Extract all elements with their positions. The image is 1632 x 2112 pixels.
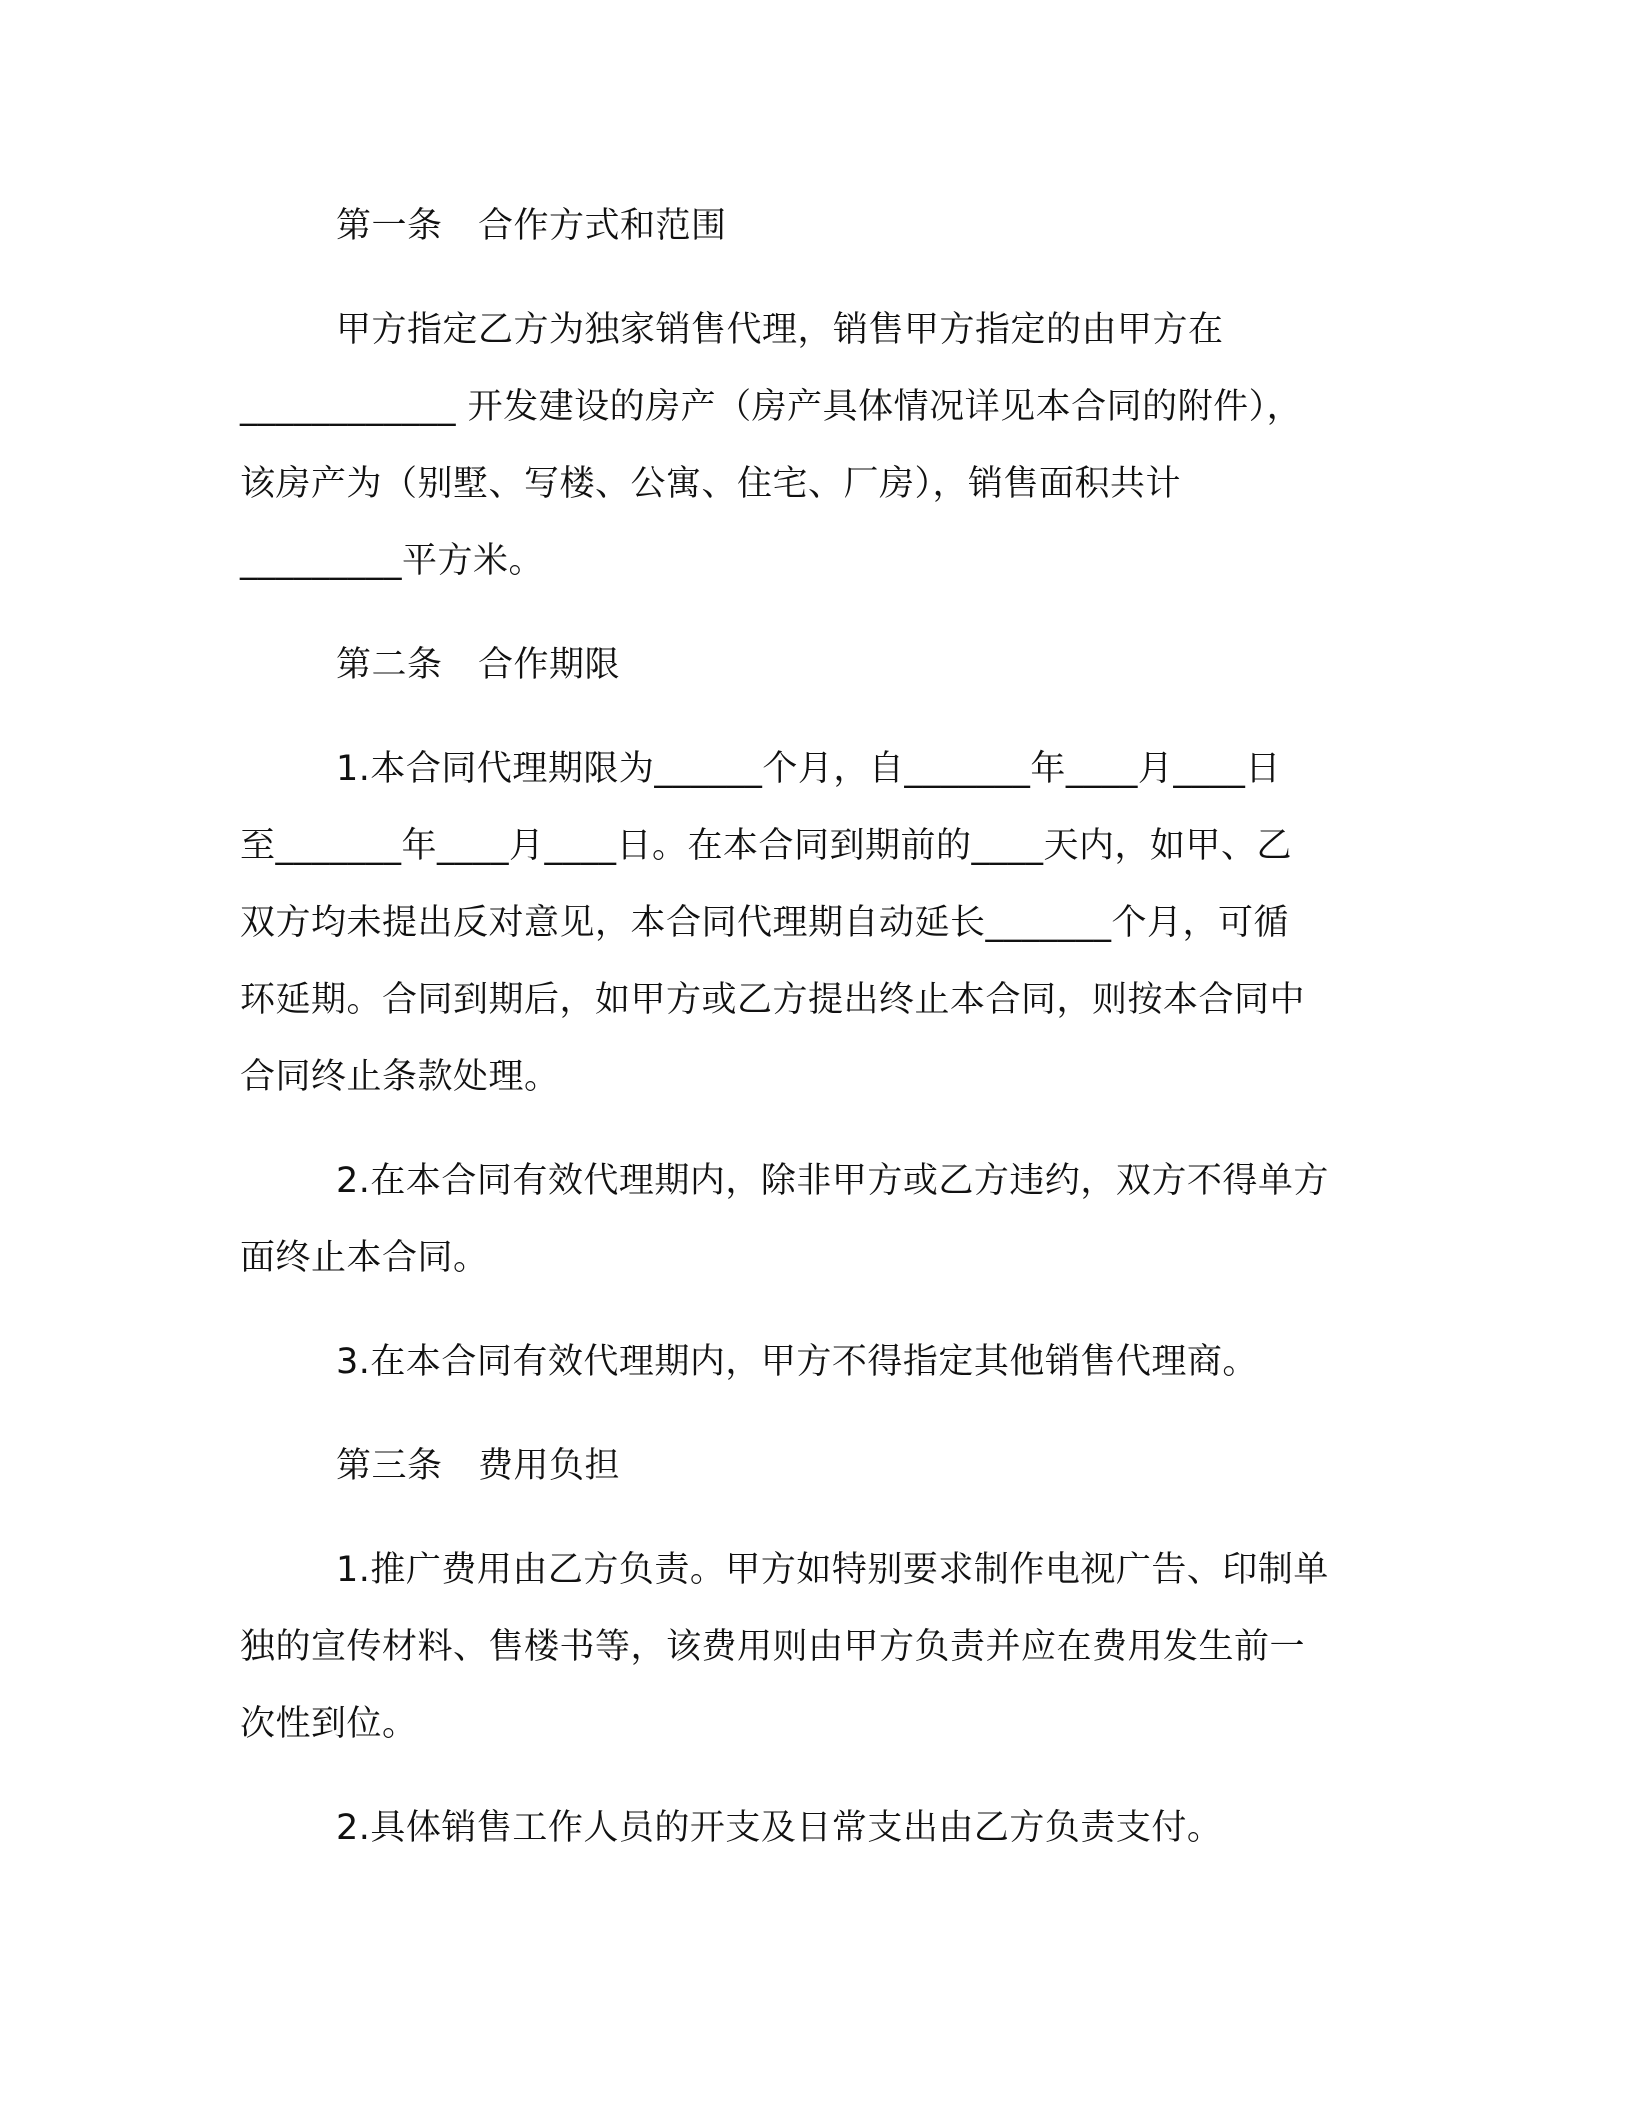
article2-clause1-line-5: 合同终止条款处理。 <box>240 1057 560 1097</box>
article1-heading: 第一条 合作方式和范围 <box>336 206 727 246</box>
article2-clause1-line-3: 双方均未提出反对意见，本合同代理期自动延长_______个月，可循 <box>240 903 1290 943</box>
article2-heading: 第二条 合作期限 <box>336 645 621 685</box>
article1-line-1: 甲方指定乙方为独家销售代理，销售甲方指定的由甲方在 <box>336 310 1224 350</box>
article2-clause2-line-2: 面终止本合同。 <box>240 1238 489 1278</box>
article2-clause1-line-2: 至_______年____月____日。在本合同到期前的____天内，如甲、乙 <box>240 826 1293 866</box>
article1-line-4: _________平方米。 <box>240 541 545 581</box>
article2-clause3-line-1: 3.在本合同有效代理期内，甲方不得指定其他销售代理商。 <box>336 1342 1258 1382</box>
article2-clause1-line-1: 1.本合同代理期限为______个月，自_______年____月____日 <box>336 749 1281 789</box>
article2-clause2-line-1: 2.在本合同有效代理期内，除非甲方或乙方违约，双方不得单方 <box>336 1161 1329 1201</box>
article1-line-2: ____________ 开发建设的房产（房产具体情况详见本合同的附件）， <box>240 387 1303 427</box>
article1-line-3: 该房产为（别墅、写楼、公寓、住宅、厂房），销售面积共计 <box>240 464 1182 504</box>
article3-heading: 第三条 费用负担 <box>336 1446 621 1486</box>
article3-clause1-line-2: 独的宣传材料、售楼书等，该费用则由甲方负责并应在费用发生前一 <box>240 1627 1306 1667</box>
article3-clause2-line-1: 2.具体销售工作人员的开支及日常支出由乙方负责支付。 <box>336 1808 1223 1848</box>
article3-clause1-line-3: 次性到位。 <box>240 1704 418 1744</box>
article3-clause1-line-1: 1.推广费用由乙方负责。甲方如特别要求制作电视广告、印制单 <box>336 1550 1329 1590</box>
article2-clause1-line-4: 环延期。合同到期后，如甲方或乙方提出终止本合同，则按本合同中 <box>240 980 1306 1020</box>
contract-page <box>240 188 1390 1867</box>
